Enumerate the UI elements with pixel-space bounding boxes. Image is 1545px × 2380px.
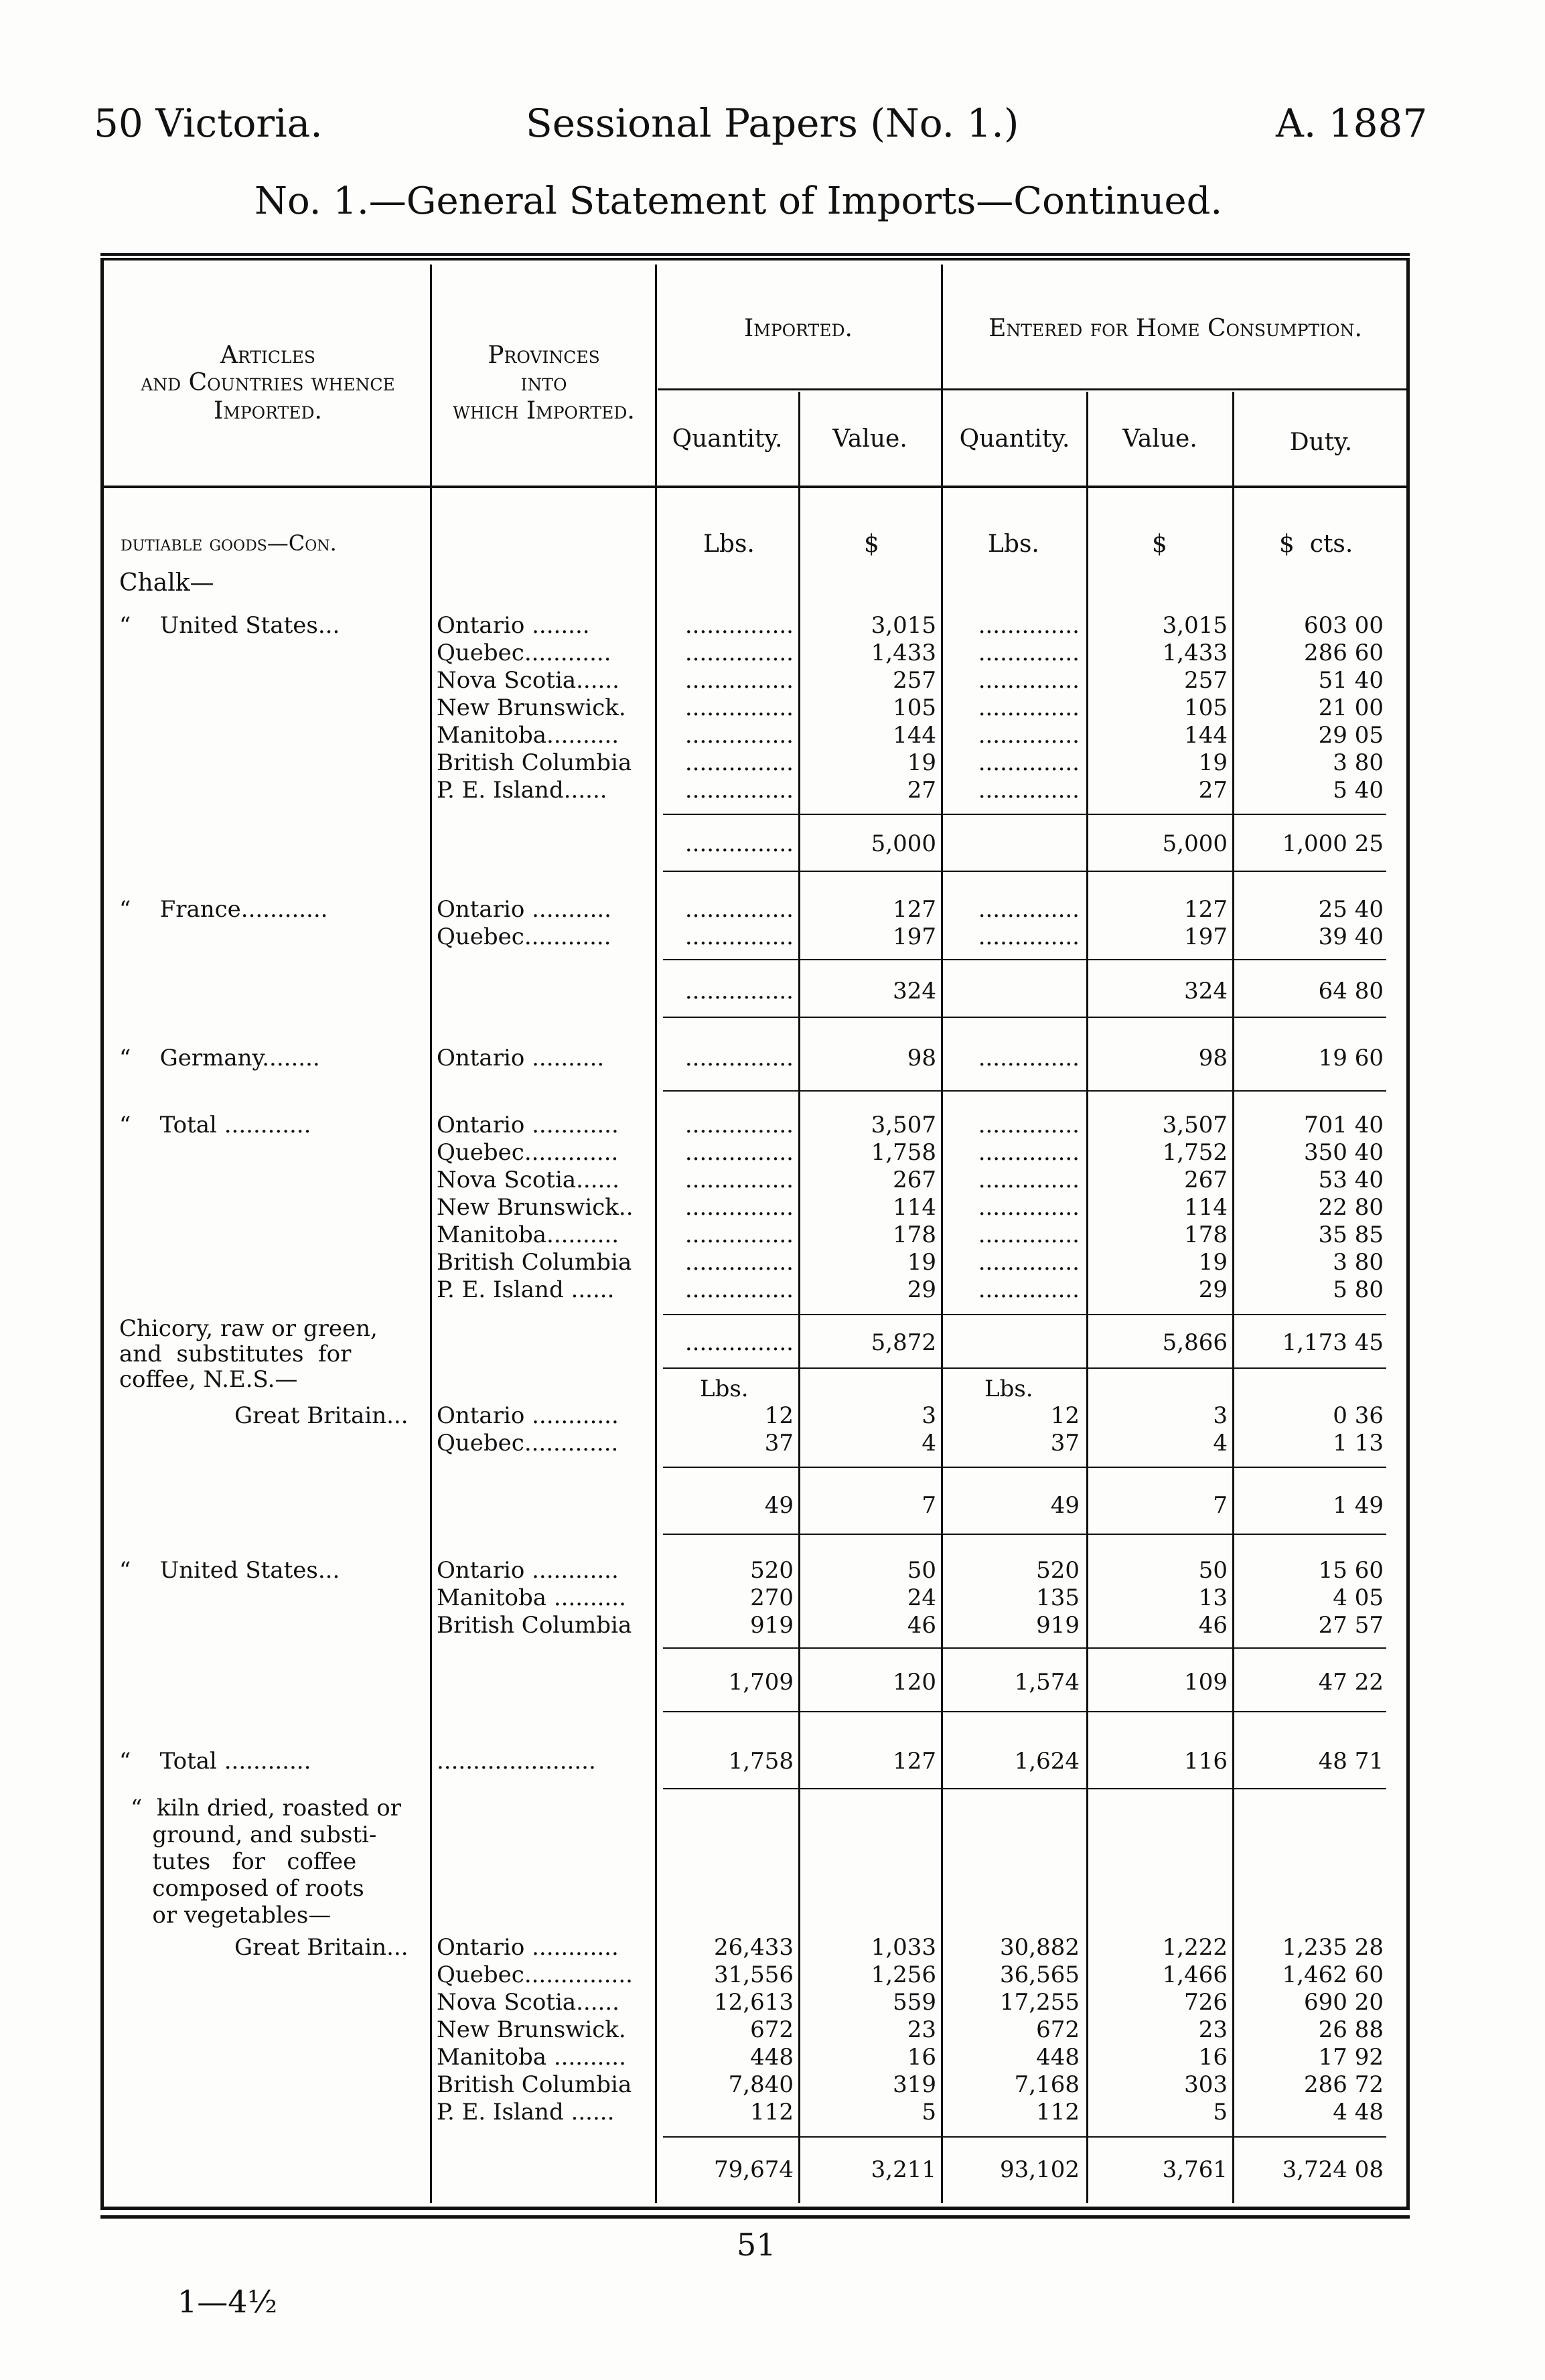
chalk-us-total-duty: 1,000 25 bbox=[1282, 830, 1384, 857]
chicory-gb-provinces: Ontario ............ Quebec............. bbox=[437, 1402, 619, 1457]
col-imported-heading: Imported. bbox=[744, 315, 853, 342]
chalk-total-duty: 701 40 350 40 53 40 22 80 35 85 3 80 5 80 bbox=[1304, 1112, 1384, 1303]
chalk-us-total-value2: 5,000 bbox=[1162, 830, 1228, 857]
chicory-us-total-duty: 47 22 bbox=[1318, 1669, 1384, 1696]
header-bottom-rule bbox=[104, 486, 1406, 488]
chalk-us-duty: 603 00 286 60 51 40 21 00 29 05 3 80 5 40 bbox=[1304, 612, 1384, 804]
chicory-us-total-qty: 1,709 bbox=[728, 1669, 794, 1696]
kiln-gb-label: Great Britain... bbox=[234, 1934, 409, 1961]
col-rule-entered bbox=[941, 265, 943, 2203]
chalk-us-qty2: .............. .............. .............. .............. .............. .............. .............. bbox=[978, 612, 1080, 804]
chicory-gb-total-qty: 49 bbox=[764, 1492, 794, 1519]
chalk-total-label: “ Total ............ bbox=[119, 1112, 311, 1138]
sessional-papers-label: Sessional Papers (No. 1.) bbox=[526, 100, 1019, 146]
kiln-total-qty: 79,674 bbox=[714, 2156, 794, 2183]
kiln-gb-qty: 26,433 31,556 12,613 672 448 7,840 112 bbox=[714, 1934, 794, 2126]
chalk-us-subtotal-rule bbox=[663, 814, 1386, 815]
chicory-us-label: “ United States... bbox=[119, 1557, 340, 1584]
page-number: 51 bbox=[737, 2227, 776, 2263]
chicory-us-total-value: 120 bbox=[893, 1669, 936, 1696]
kiln-gb-value2: 1,222 1,466 726 23 16 303 5 bbox=[1162, 1934, 1228, 2126]
chalk-total-qty2: .............. .............. .............. .............. .............. .............. .............. bbox=[978, 1112, 1080, 1303]
chalk-us-qty: ............... ............... ............... ............... ............... ............... ............... bbox=[684, 612, 794, 804]
articles-heading-line1: Articles bbox=[220, 342, 316, 369]
chicory-gb-total-value: 7 bbox=[922, 1492, 936, 1519]
chicory-lbs-entered: Lbs. bbox=[984, 1375, 1033, 1402]
chalk-us-total-qty: ............... bbox=[684, 830, 794, 857]
year-label: A. 1887 bbox=[1276, 100, 1428, 146]
chicory-us-provinces: Ontario ............ Manitoba .......... British Columbia bbox=[437, 1557, 632, 1639]
chicory-gb-value: 3 4 bbox=[922, 1402, 936, 1457]
chicory-us-total-rule bbox=[663, 1711, 1386, 1712]
col-value2-heading: Value. bbox=[1122, 425, 1197, 453]
provinces-heading-line2: into bbox=[520, 369, 567, 397]
chalk-germany-label: “ Germany........ bbox=[119, 1045, 320, 1071]
kiln-total-duty: 3,724 08 bbox=[1282, 2156, 1384, 2183]
kiln-total-qty2: 93,102 bbox=[1000, 2156, 1080, 2183]
col-quantity-heading: Quantity. bbox=[672, 425, 783, 453]
chicory-total-qty2: 1,624 bbox=[1014, 1748, 1080, 1775]
kiln-heading: “ kiln dried, roasted or ground, and substi- tutes for coffee composed of roots or vegetables— bbox=[131, 1795, 401, 1929]
kiln-gb-value: 1,033 1,256 559 23 16 319 5 bbox=[871, 1934, 936, 2126]
chalk-germany-qty: ............... bbox=[684, 1045, 794, 1071]
chalk-us-total-value: 5,000 bbox=[871, 830, 936, 857]
chicory-total-qty: 1,758 bbox=[728, 1748, 794, 1775]
chicory-us-value: 50 24 46 bbox=[907, 1557, 936, 1639]
chicory-us-qty2: 520 135 919 bbox=[1036, 1557, 1080, 1639]
chicory-gb-total-qty2: 49 bbox=[1050, 1492, 1080, 1519]
col-duty-heading: Duty. bbox=[1289, 429, 1353, 456]
chalk-heading: Chalk— bbox=[119, 569, 214, 597]
signature-mark: 1—4½ bbox=[177, 2284, 278, 2320]
chicory-us-total-value2: 109 bbox=[1184, 1669, 1228, 1696]
col-rule-provinces bbox=[430, 265, 432, 2203]
unit-lbs-imported: Lbs. bbox=[703, 530, 755, 558]
chalk-france-qty: ............... ............... bbox=[684, 896, 794, 950]
chalk-us-provinces: Ontario ........ Quebec............ Nova Scotia...... New Brunswick. Manitoba.......... British Columbia P. E. Island...... bbox=[437, 612, 632, 804]
chicory-gb-total-rule bbox=[663, 1534, 1386, 1535]
chalk-total-qty: ............... ............... ............... ............... ............... ............... ............... bbox=[684, 1112, 794, 1303]
col-provinces-heading bbox=[434, 342, 654, 425]
chalk-germany-value: 98 bbox=[907, 1045, 936, 1071]
top-rule bbox=[100, 253, 1410, 256]
chicory-total-label: “ Total ............ bbox=[119, 1748, 311, 1775]
provinces-heading-line3: which Imported. bbox=[453, 396, 635, 425]
chicory-gb-value2: 3 4 bbox=[1213, 1402, 1228, 1457]
unit-lbs-entered: Lbs. bbox=[988, 530, 1039, 558]
chalk-france-total-value: 324 bbox=[893, 978, 936, 1005]
kiln-gb-provinces: Ontario ............ Quebec............... Nova Scotia...... New Brunswick. Manitoba .......... British Columbia P. E. Island ...... bbox=[437, 1934, 633, 2126]
chalk-france-value2: 127 197 bbox=[1184, 896, 1228, 950]
unit-duty: $ cts. bbox=[1279, 530, 1353, 558]
chicory-gb-total-value2: 7 bbox=[1213, 1492, 1228, 1519]
chalk-grand-value2: 5,866 bbox=[1162, 1329, 1228, 1356]
chicory-us-subtotal-rule bbox=[663, 1647, 1386, 1649]
volume-label: 50 Victoria. bbox=[94, 100, 323, 146]
chalk-us-value2: 3,015 1,433 257 105 144 19 27 bbox=[1162, 612, 1228, 804]
chicory-gb-total-duty: 1 49 bbox=[1333, 1492, 1384, 1519]
chicory-total-rule bbox=[663, 1788, 1386, 1789]
chalk-total-value2: 3,507 1,752 267 114 178 19 29 bbox=[1162, 1112, 1228, 1303]
chalk-germany-qty2: .............. bbox=[978, 1045, 1080, 1071]
kiln-total-value: 3,211 bbox=[871, 2156, 936, 2183]
chalk-france-label: “ France............ bbox=[119, 896, 328, 923]
articles-heading-line3: Imported. bbox=[214, 396, 322, 425]
chalk-france-total-rule bbox=[663, 1017, 1386, 1018]
kiln-subtotal-rule bbox=[663, 2136, 1386, 2138]
chalk-us-total-rule bbox=[663, 871, 1386, 872]
chalk-total-provinces: Ontario ............ Quebec............. Nova Scotia...... New Brunswick.. Manitoba.......... British Columbia P. E. Island ...... bbox=[437, 1112, 634, 1303]
kiln-gb-duty: 1,235 28 1,462 60 690 20 26 88 17 92 286 72 4 48 bbox=[1282, 1934, 1384, 2126]
unit-dollar-imported: $ bbox=[864, 530, 879, 558]
col-rule-value bbox=[798, 392, 800, 2203]
section-heading-text: dutiable goods—Con. bbox=[121, 530, 337, 556]
chicory-total-provinces: ...................... bbox=[437, 1748, 596, 1775]
unit-dollar-entered: $ bbox=[1152, 530, 1167, 558]
chalk-us-label: “ United States... bbox=[119, 612, 340, 639]
chicory-total-value2: 116 bbox=[1184, 1748, 1228, 1775]
kiln-gb-qty2: 30,882 36,565 17,255 672 448 7,168 112 bbox=[1000, 1934, 1080, 2126]
chalk-total-value: 3,507 1,758 267 114 178 19 29 bbox=[871, 1112, 936, 1303]
chicory-total-value: 127 bbox=[893, 1748, 936, 1775]
chalk-france-total-qty: ............... bbox=[684, 978, 794, 1005]
col-rule-imported bbox=[655, 265, 657, 2203]
bottom-rule bbox=[100, 2215, 1410, 2219]
chicory-gb-subtotal-rule bbox=[663, 1467, 1386, 1468]
chalk-germany-rule bbox=[663, 1090, 1386, 1092]
subheader-rule bbox=[658, 388, 1406, 390]
chalk-germany-value2: 98 bbox=[1198, 1045, 1228, 1071]
chalk-france-provinces: Ontario ........... Quebec............ bbox=[437, 896, 611, 950]
chalk-france-qty2: .............. .............. bbox=[978, 896, 1080, 950]
chicory-gb-qty2: 12 37 bbox=[1050, 1402, 1080, 1457]
page-title: No. 1.—General Statement of Imports—Continued. bbox=[254, 179, 1223, 223]
chalk-us-value: 3,015 1,433 257 105 144 19 27 bbox=[871, 612, 936, 804]
kiln-total-value2: 3,761 bbox=[1162, 2156, 1228, 2183]
chalk-grand-duty: 1,173 45 bbox=[1282, 1329, 1384, 1356]
col-value-heading: Value. bbox=[832, 425, 907, 453]
chalk-germany-provinces: Ontario .......... bbox=[437, 1045, 605, 1071]
section-heading bbox=[121, 530, 337, 556]
chalk-france-total-value2: 324 bbox=[1184, 978, 1228, 1005]
col-quantity2-heading: Quantity. bbox=[959, 425, 1070, 453]
chicory-heading: Chicory, raw or green, and substitutes for coffee, N.E.S.— bbox=[119, 1315, 378, 1393]
chicory-us-total-qty2: 1,574 bbox=[1014, 1669, 1080, 1696]
chalk-france-subtotal-rule bbox=[663, 959, 1386, 960]
col-rule-value2 bbox=[1086, 392, 1088, 2203]
chicory-gb-duty: 0 36 1 13 bbox=[1333, 1402, 1384, 1457]
chalk-grand-rule bbox=[663, 1367, 1386, 1369]
chalk-france-total-duty: 64 80 bbox=[1318, 978, 1384, 1005]
chicory-lbs-imported: Lbs. bbox=[700, 1375, 749, 1402]
chicory-total-duty: 48 71 bbox=[1318, 1748, 1384, 1775]
chalk-grand-value: 5,872 bbox=[871, 1329, 936, 1356]
chicory-us-duty: 15 60 4 05 27 57 bbox=[1318, 1557, 1384, 1639]
chalk-grand-qty: ............... bbox=[684, 1329, 794, 1356]
chicory-gb-qty: 12 37 bbox=[764, 1402, 794, 1457]
chalk-france-duty: 25 40 39 40 bbox=[1318, 896, 1384, 950]
chalk-germany-duty: 19 60 bbox=[1318, 1045, 1384, 1071]
chicory-gb-label: Great Britain... bbox=[234, 1402, 409, 1429]
provinces-heading-line1: Provinces bbox=[488, 342, 600, 369]
chalk-total-rule bbox=[663, 1314, 1386, 1315]
chicory-us-qty: 520 270 919 bbox=[750, 1557, 794, 1639]
col-entered-heading: Entered for Home Consumption. bbox=[988, 315, 1362, 342]
col-articles-heading bbox=[107, 342, 429, 425]
chicory-us-value2: 50 13 46 bbox=[1198, 1557, 1228, 1639]
articles-heading-line2: and Countries whence bbox=[141, 369, 395, 397]
chalk-france-value: 127 197 bbox=[893, 896, 936, 950]
col-rule-duty bbox=[1232, 392, 1234, 2203]
